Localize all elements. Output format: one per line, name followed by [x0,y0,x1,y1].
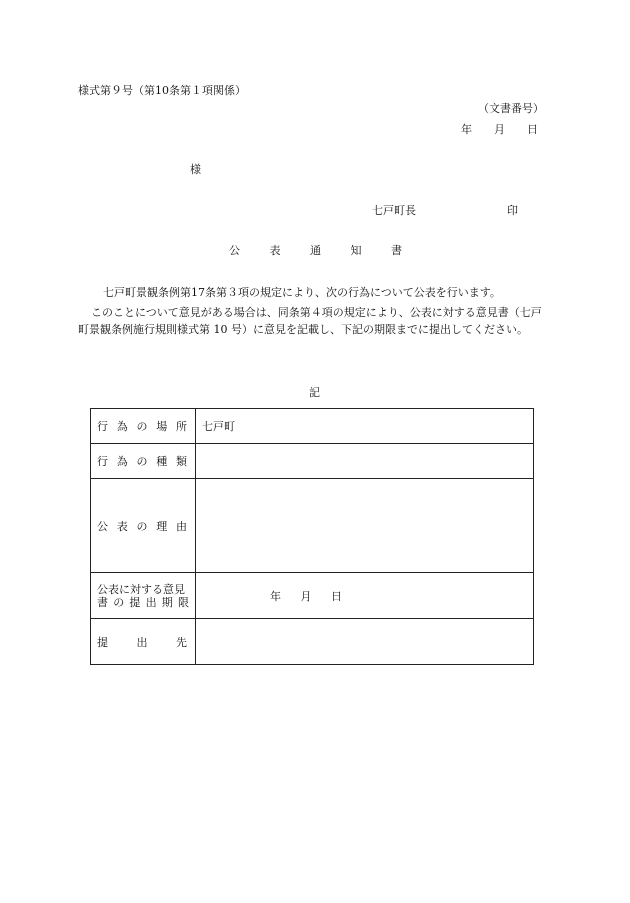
day-label: 日 [527,123,538,136]
document-title [229,244,402,258]
type-label: 行 為 の 種 類 [91,444,196,479]
deadline-month: 月 [300,589,312,603]
submit-value [196,619,534,665]
type-value [196,444,534,479]
form-label: 様式第９号（第10条第１項関係） [78,84,246,97]
date-line [461,123,538,137]
location-value: 七戸町 [196,409,534,444]
title-char: 知 [350,244,362,257]
table-row [91,479,534,573]
issuer-title: 七戸町長 [372,204,416,217]
title-char: 公 [229,244,240,257]
deadline-day: 日 [331,589,342,603]
seal-mark: 印 [507,204,518,217]
deadline-year: 年 [270,589,281,603]
table-row [91,619,534,665]
ki-label: 記 [309,386,320,399]
reason-label: 公 表 の 理 由 [91,479,196,573]
title-char: 通 [310,244,321,257]
record-table [90,408,534,665]
location-label: 行 為 の 場 所 [91,409,196,444]
title-char: 表 [269,244,281,257]
deadline-value [196,573,534,619]
body-paragraph: 七戸町景観条例第17条第３項の規定により、次の行為について公表を行います。 [103,286,501,299]
table-row [91,573,534,619]
reason-value [196,479,534,573]
month-label: 月 [494,123,505,136]
year-label: 年 [461,123,472,136]
submit-label: 提 出 先 [91,619,196,665]
table-row [91,409,534,444]
table-row [91,444,534,479]
document-number: （文書番号） [478,102,544,115]
note-paragraph: このことについて意見がある場合は、同条第４項の規定により、公表に対する意見書（七戸町景観条例施行規則様式第 10 号）に意見を記載し、下記の期限までに提出してください。 [78,306,542,336]
addressee-suffix: 様 [190,163,201,176]
title-char: 書 [391,244,402,257]
deadline-label: 公表に対する意見 書 の 提 出 期 限 [91,573,196,619]
